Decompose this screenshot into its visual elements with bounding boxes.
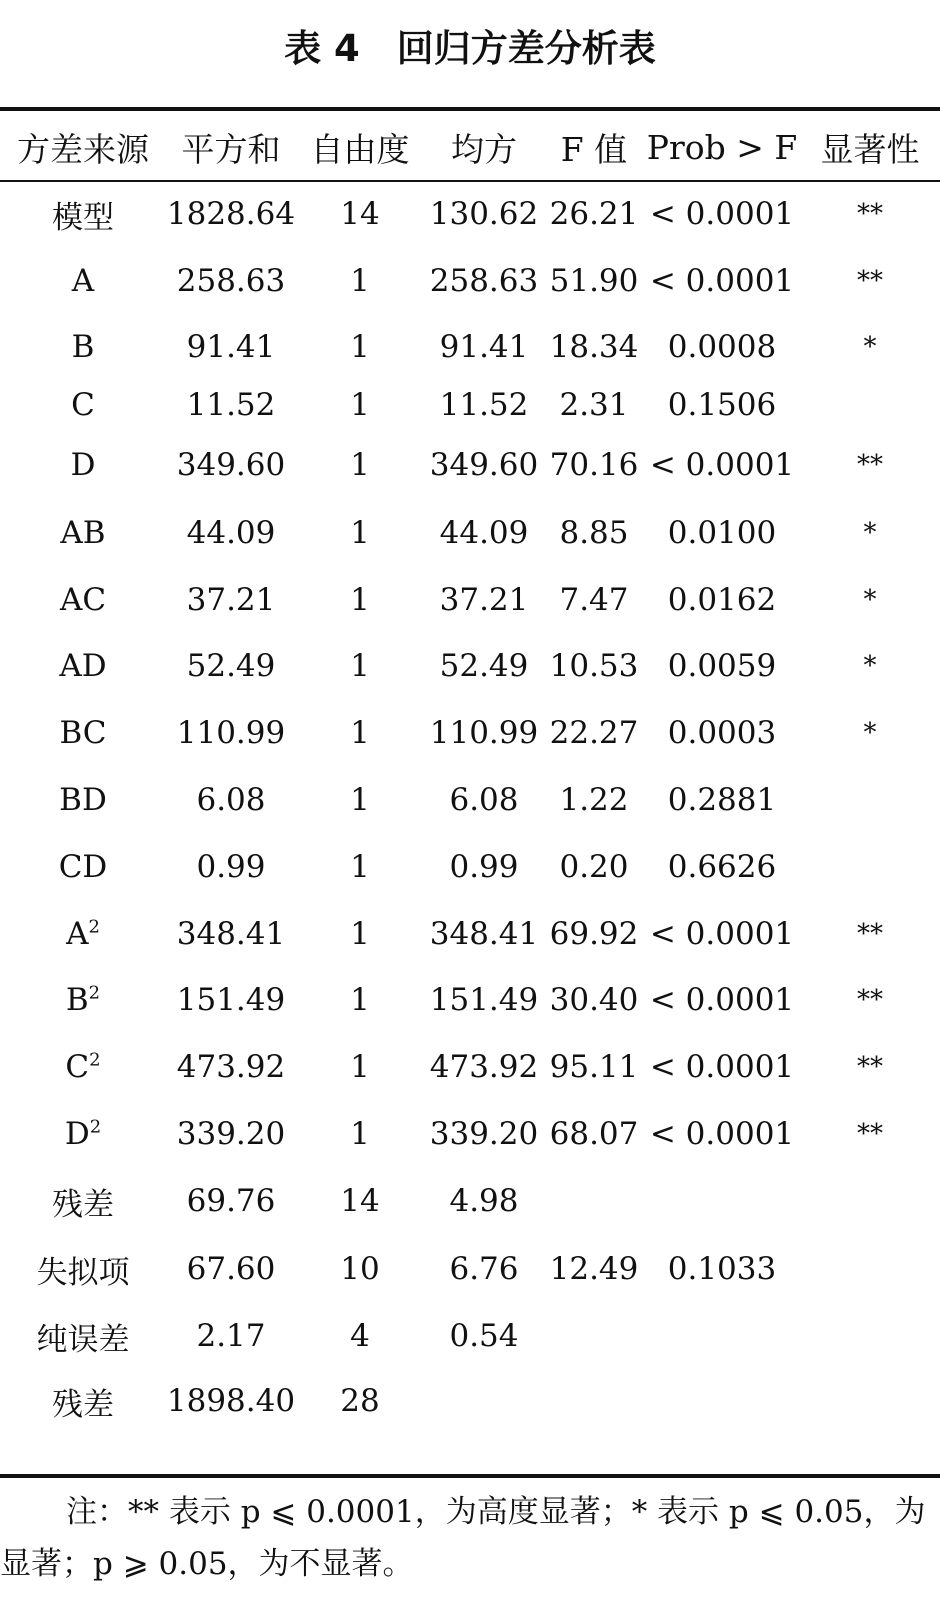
row-mean-square-text: 258.63 [429,263,539,299]
header-source: 方差来源 [17,129,149,169]
row-degrees-of-freedom [296,1369,424,1433]
row-f-value-text: 30.40 [549,982,639,1018]
row-significance [800,181,940,247]
row-sum-of-squares-text: 69.76 [186,1183,276,1219]
row-prob-f-text: 0.1033 [667,1251,777,1287]
row-source [0,699,166,767]
row-mean-square-text: 6.08 [449,782,519,818]
row-significance-text: * [863,651,877,681]
row-prob-f [644,499,800,567]
table-row [0,247,940,315]
row-significance [800,1303,940,1369]
table-row [0,1303,940,1369]
row-significance [800,567,940,633]
row-sum-of-squares-text: 11.52 [186,387,276,423]
row-mean-square-text: 91.41 [439,329,529,365]
row-significance [800,315,940,379]
superscript-exponent: 2 [88,982,101,1004]
row-sum-of-squares [166,1101,296,1167]
row-degrees-of-freedom [296,1167,424,1235]
row-degrees-of-freedom [296,1033,424,1101]
row-degrees-of-freedom [296,499,424,567]
row-significance-text: ** [857,985,883,1015]
row-source-text: 失拟项 [36,1254,130,1291]
row-significance-text: * [863,332,877,362]
row-mean-square-text: 151.49 [429,982,539,1018]
header-mean-square: 均方 [451,129,517,169]
row-f-value-text: 8.85 [559,515,629,551]
row-significance [800,1101,940,1167]
table-row [0,499,940,567]
row-f-value-text: 18.34 [549,329,639,365]
row-f-value [544,431,644,499]
row-significance [800,833,940,901]
row-f-value [544,315,644,379]
row-prob-f-text: 0.1506 [667,387,777,423]
row-source [0,1033,166,1101]
row-sum-of-squares [166,181,296,247]
row-source [0,1369,166,1433]
row-f-value-text: 1.22 [559,782,629,818]
row-degrees-of-freedom-text: 1 [350,387,370,423]
row-source [0,967,166,1033]
row-prob-f [644,901,800,967]
row-prob-f [644,1167,800,1235]
row-degrees-of-freedom [296,699,424,767]
row-sum-of-squares-text: 473.92 [176,1049,286,1085]
table-row [0,699,940,767]
row-mean-square-text: 348.41 [429,916,539,952]
row-degrees-of-freedom [296,1303,424,1369]
row-mean-square-text: 473.92 [429,1049,539,1085]
row-degrees-of-freedom [296,181,424,247]
row-f-value [544,567,644,633]
row-sum-of-squares-text: 110.99 [176,715,286,751]
row-prob-f [644,1101,800,1167]
row-sum-of-squares [166,967,296,1033]
row-significance [800,431,940,499]
row-f-value-text: 51.90 [549,263,639,299]
row-prob-f [644,567,800,633]
row-f-value-text: 2.31 [559,387,629,423]
row-sum-of-squares [166,315,296,379]
anova-table [0,113,940,1433]
row-f-value [544,1101,644,1167]
row-source [0,767,166,833]
table-row [0,1167,940,1235]
row-significance [800,633,940,699]
row-prob-f [644,833,800,901]
row-degrees-of-freedom [296,247,424,315]
row-degrees-of-freedom [296,431,424,499]
row-f-value [544,181,644,247]
row-degrees-of-freedom [296,633,424,699]
row-source-text: CD [58,849,108,885]
row-mean-square [424,1033,544,1101]
row-source [0,633,166,699]
row-f-value [544,767,644,833]
row-source [0,901,166,967]
row-prob-f-text: 0.2881 [667,782,777,818]
row-mean-square [424,901,544,967]
row-degrees-of-freedom [296,567,424,633]
row-mean-square [424,247,544,315]
row-source-text: B [65,982,89,1018]
table-row [0,833,940,901]
row-prob-f-text: 0.0003 [667,715,777,751]
row-source-text: AD [59,648,107,684]
row-prob-f-text: 0.0008 [667,329,777,365]
row-f-value-text: 69.92 [549,916,639,952]
row-prob-f [644,431,800,499]
row-source-text: AC [59,582,107,618]
row-sum-of-squares-text: 339.20 [176,1116,286,1152]
table-body [0,181,940,1433]
row-significance-text: * [863,585,877,615]
row-mean-square [424,315,544,379]
row-mean-square-text: 130.62 [429,196,539,232]
row-degrees-of-freedom-text: 1 [350,515,370,551]
row-source-text: A [71,263,95,299]
row-prob-f-text: < 0.0001 [649,1116,795,1152]
row-f-value-text: 68.07 [549,1116,639,1152]
row-f-value-text: 22.27 [549,715,639,751]
row-sum-of-squares-text: 44.09 [186,515,276,551]
row-source-text: AB [60,515,106,551]
row-f-value-text: 10.53 [549,648,639,684]
row-mean-square-text: 11.52 [439,387,529,423]
row-degrees-of-freedom [296,1235,424,1303]
row-source-text: 模型 [52,199,114,236]
row-prob-f [644,1369,800,1433]
row-prob-f [644,1235,800,1303]
row-source-text: 残差 [52,1386,114,1423]
row-degrees-of-freedom-text: 1 [350,982,370,1018]
row-sum-of-squares-text: 151.49 [176,982,286,1018]
row-significance [800,967,940,1033]
row-degrees-of-freedom-text: 1 [350,447,370,483]
row-mean-square-text: 0.99 [449,849,519,885]
row-source [0,315,166,379]
row-f-value [544,633,644,699]
row-mean-square-text: 349.60 [429,447,539,483]
row-mean-square-text: 52.49 [439,648,529,684]
row-prob-f-text: < 0.0001 [649,916,795,952]
row-degrees-of-freedom [296,833,424,901]
row-sum-of-squares [166,1235,296,1303]
row-sum-of-squares-text: 258.63 [176,263,286,299]
row-f-value [544,967,644,1033]
row-mean-square [424,833,544,901]
row-degrees-of-freedom-text: 1 [350,582,370,618]
row-degrees-of-freedom-text: 1 [350,782,370,818]
row-sum-of-squares [166,1369,296,1433]
row-source [0,247,166,315]
row-degrees-of-freedom [296,379,424,431]
row-mean-square [424,1369,544,1433]
row-source-text: BC [59,715,107,751]
row-source-text: C [71,387,95,423]
row-significance [800,1235,940,1303]
row-prob-f-text: 0.0059 [667,648,777,684]
row-degrees-of-freedom-text: 1 [350,648,370,684]
row-degrees-of-freedom [296,1101,424,1167]
row-significance [800,499,940,567]
row-sum-of-squares [166,247,296,315]
row-f-value [544,499,644,567]
row-sum-of-squares-text: 1898.40 [166,1383,296,1419]
row-source [0,1101,166,1167]
row-prob-f [644,1303,800,1369]
row-mean-square-text: 6.76 [449,1251,519,1287]
row-significance [800,767,940,833]
superscript-exponent: 2 [89,1049,101,1071]
row-source-text: C [65,1049,90,1085]
row-degrees-of-freedom-text: 1 [350,329,370,365]
row-source-text: B [71,329,95,365]
row-prob-f-text: < 0.0001 [649,982,795,1018]
table-row [0,379,940,431]
row-degrees-of-freedom-text: 1 [350,916,370,952]
row-mean-square [424,699,544,767]
header-degrees-of-freedom: 自由度 [310,129,410,169]
row-sum-of-squares-text: 349.60 [176,447,286,483]
table-title: 表 4 回归方差分析表 [284,27,656,70]
row-source [0,1235,166,1303]
row-mean-square [424,633,544,699]
header-sum-of-squares: 平方和 [181,129,281,169]
row-prob-f-text: < 0.0001 [649,196,795,232]
row-degrees-of-freedom-text: 14 [340,196,380,232]
row-f-value [544,833,644,901]
row-f-value-text: 0.20 [559,849,629,885]
header-row [0,113,940,181]
row-f-value [544,1235,644,1303]
header-f-value: F 值 [560,129,628,169]
row-f-value [544,1303,644,1369]
row-source [0,499,166,567]
row-source-text: 残差 [52,1186,114,1223]
row-sum-of-squares [166,699,296,767]
row-degrees-of-freedom-text: 1 [350,849,370,885]
row-mean-square [424,1167,544,1235]
row-mean-square-text: 339.20 [429,1116,539,1152]
row-degrees-of-freedom-text: 1 [350,263,370,299]
row-prob-f [644,181,800,247]
row-significance-text: * [863,518,877,548]
table-row [0,1235,940,1303]
row-sum-of-squares-text: 37.21 [186,582,276,618]
row-sum-of-squares-text: 67.60 [186,1251,276,1287]
row-degrees-of-freedom-text: 14 [340,1183,380,1219]
table-row [0,431,940,499]
row-degrees-of-freedom-text: 1 [350,1116,370,1152]
row-source-text: 纯误差 [36,1321,130,1358]
row-sum-of-squares-text: 6.08 [196,782,266,818]
row-significance-text: ** [857,450,883,480]
table-row [0,315,940,379]
row-mean-square [424,1235,544,1303]
row-f-value [544,1033,644,1101]
row-mean-square-text: 110.99 [429,715,539,751]
row-significance [800,699,940,767]
row-significance [800,379,940,431]
superscript-exponent: 2 [89,1116,102,1138]
row-prob-f [644,379,800,431]
row-source-text: D [70,447,96,483]
table-row [0,633,940,699]
row-significance-text: ** [857,199,883,229]
table-row [0,181,940,247]
table-row [0,567,940,633]
superscript-exponent: 2 [88,916,100,938]
row-source [0,1167,166,1235]
table-note [0,1486,940,1590]
row-sum-of-squares [166,633,296,699]
row-sum-of-squares-text: 91.41 [186,329,276,365]
row-prob-f-text: 0.6626 [667,849,777,885]
row-prob-f [644,315,800,379]
row-prob-f [644,699,800,767]
row-f-value-text: 70.16 [549,447,639,483]
row-significance-text: ** [857,1119,883,1149]
table-row [0,767,940,833]
row-significance [800,901,940,967]
row-prob-f [644,767,800,833]
table-row [0,1369,940,1433]
row-significance [800,1167,940,1235]
row-sum-of-squares-text: 1828.64 [166,196,296,232]
row-source [0,181,166,247]
row-prob-f-text: < 0.0001 [649,447,795,483]
row-significance [800,1369,940,1433]
row-source [0,379,166,431]
row-source [0,431,166,499]
row-degrees-of-freedom [296,967,424,1033]
row-sum-of-squares [166,499,296,567]
row-sum-of-squares [166,379,296,431]
row-mean-square [424,499,544,567]
row-prob-f-text: 0.0162 [667,582,777,618]
row-f-value-text: 7.47 [559,582,629,618]
row-significance [800,1033,940,1101]
row-source [0,567,166,633]
row-mean-square [424,181,544,247]
row-sum-of-squares-text: 0.99 [196,849,266,885]
row-degrees-of-freedom-text: 10 [340,1251,380,1287]
row-mean-square [424,379,544,431]
row-source-text: A [66,916,89,952]
row-prob-f [644,247,800,315]
row-source [0,1303,166,1369]
row-f-value-text: 12.49 [549,1251,639,1287]
row-sum-of-squares [166,567,296,633]
row-sum-of-squares-text: 2.17 [196,1318,266,1354]
row-f-value [544,699,644,767]
row-mean-square [424,1303,544,1369]
top-rule [0,107,940,111]
row-degrees-of-freedom-text: 1 [350,1049,370,1085]
row-prob-f-text: < 0.0001 [649,263,795,299]
row-source [0,833,166,901]
row-significance-text: ** [857,919,883,949]
row-prob-f [644,967,800,1033]
note-line-2: 显著；p ⩾ 0.05，为不显著。 [0,1546,414,1582]
row-sum-of-squares [166,833,296,901]
row-sum-of-squares-text: 52.49 [186,648,276,684]
row-f-value [544,1167,644,1235]
row-mean-square [424,431,544,499]
row-sum-of-squares [166,1033,296,1101]
row-f-value-text: 95.11 [549,1049,639,1085]
row-significance-text: ** [857,266,883,296]
row-f-value [544,1369,644,1433]
row-mean-square-text: 44.09 [439,515,529,551]
row-mean-square-text: 0.54 [449,1318,519,1354]
row-sum-of-squares [166,1303,296,1369]
row-prob-f [644,1033,800,1101]
row-mean-square-text: 37.21 [439,582,529,618]
row-degrees-of-freedom-text: 4 [350,1318,370,1354]
row-prob-f-text: < 0.0001 [649,1049,795,1085]
row-significance [800,247,940,315]
row-mean-square-text: 4.98 [449,1183,519,1219]
row-f-value-text: 26.21 [549,196,639,232]
header-significance: 显著性 [820,129,920,169]
row-mean-square [424,567,544,633]
table-row [0,967,940,1033]
row-source-text: BD [59,782,107,818]
row-source-text: D [64,1116,90,1152]
row-sum-of-squares [166,431,296,499]
row-degrees-of-freedom [296,767,424,833]
row-mean-square [424,1101,544,1167]
row-degrees-of-freedom [296,901,424,967]
row-f-value [544,901,644,967]
row-significance-text: * [863,718,877,748]
row-degrees-of-freedom-text: 28 [340,1383,380,1419]
row-f-value [544,247,644,315]
table-row [0,1101,940,1167]
row-degrees-of-freedom [296,315,424,379]
row-mean-square [424,767,544,833]
bottom-rule [0,1474,940,1478]
row-prob-f [644,633,800,699]
row-degrees-of-freedom-text: 1 [350,715,370,751]
header-prob-f: Prob > F [646,127,798,167]
note-line-1: 注：** 表示 p ⩽ 0.0001，为高度显著；* 表示 p ⩽ 0.05，为 [66,1494,926,1530]
table-row [0,1033,940,1101]
row-sum-of-squares [166,767,296,833]
row-significance-text: ** [857,1052,883,1082]
row-sum-of-squares-text: 348.41 [176,916,286,952]
row-prob-f-text: 0.0100 [667,515,777,551]
row-f-value [544,379,644,431]
row-sum-of-squares [166,1167,296,1235]
row-mean-square [424,967,544,1033]
table-row [0,901,940,967]
row-sum-of-squares [166,901,296,967]
